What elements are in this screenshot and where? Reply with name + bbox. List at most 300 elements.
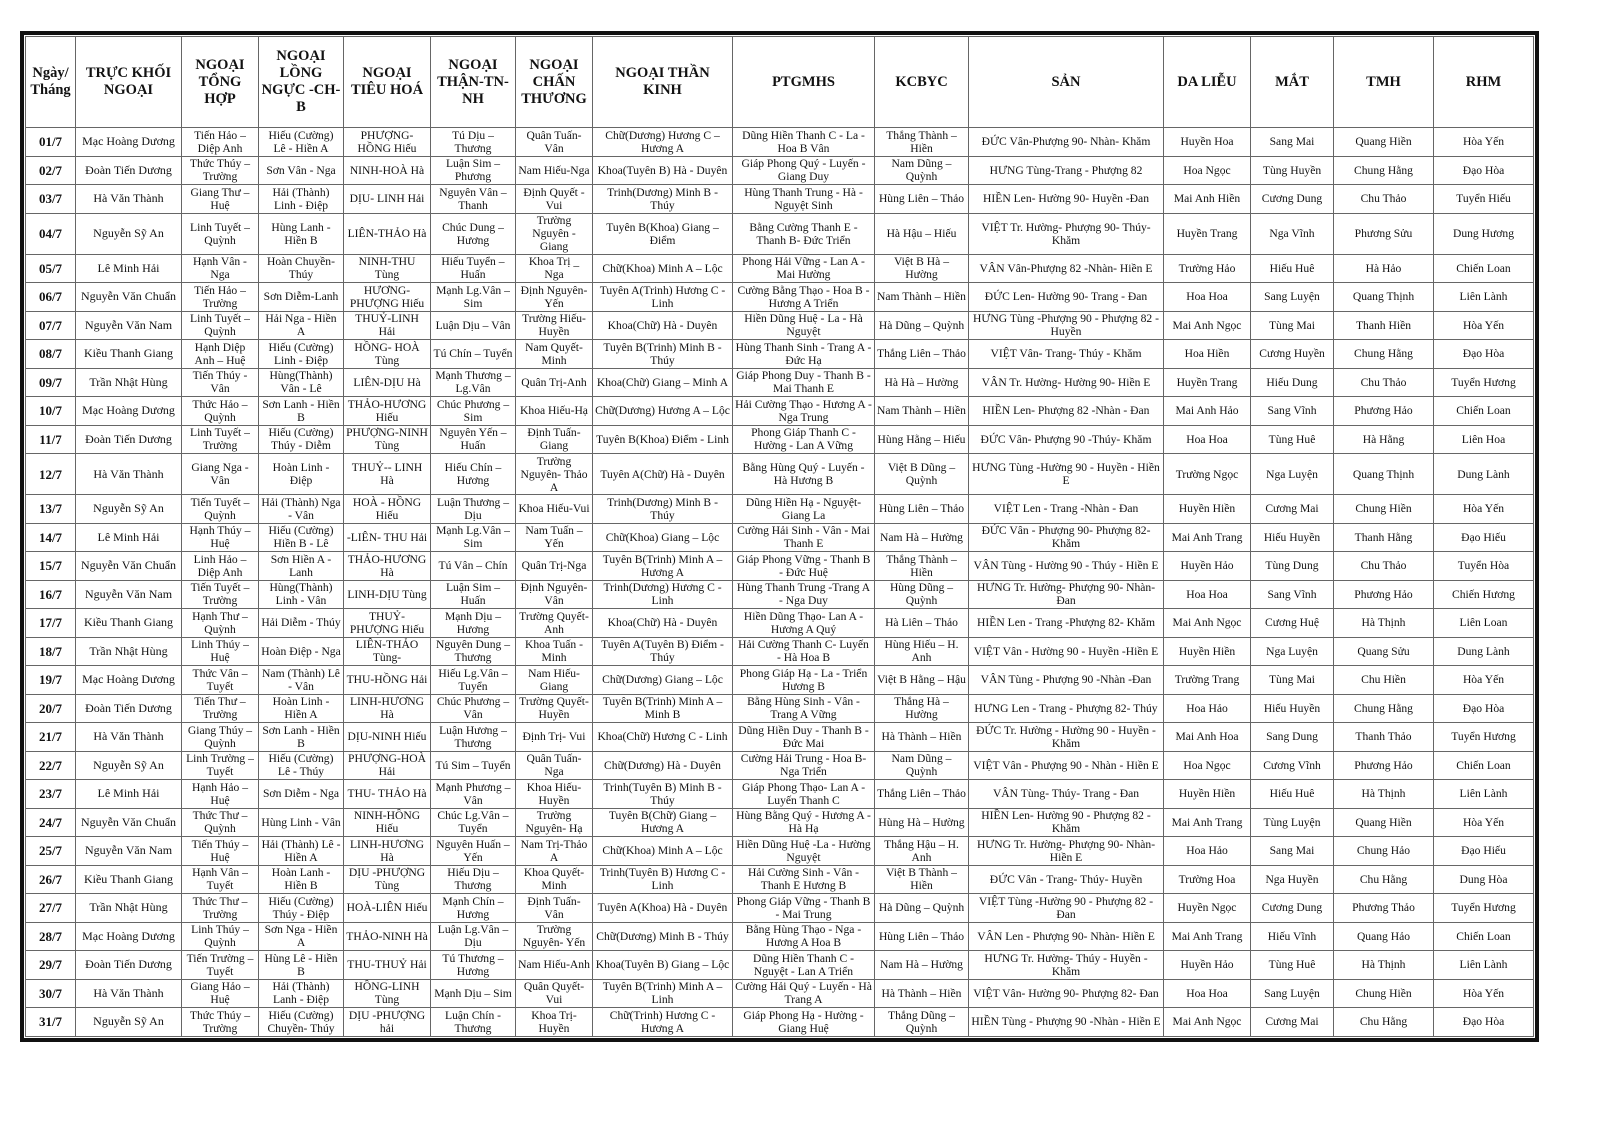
cell-ngoai-long-nguc: Hiếu (Cường) Lê - Hiền A xyxy=(259,128,344,157)
table-row xyxy=(26,694,1534,723)
cell-da-lieu: Hoa Hiền xyxy=(1164,340,1251,369)
cell-kcbyc: Nam Hà – Hường xyxy=(875,523,969,552)
cell-tmh: Chung Hằng xyxy=(1334,156,1434,185)
cell-tmh: Thanh Hiền xyxy=(1334,311,1434,340)
cell-ngoai-long-nguc: Hiếu (Cường) Thúy - Diễm xyxy=(259,425,344,454)
cell-mat: Tùng Huyền xyxy=(1251,156,1334,185)
cell-khoi-ngoai: Mạc Hoàng Dương xyxy=(76,397,182,426)
cell-san: VÂN Tr. Hường- Hường 90- Hiền E xyxy=(969,368,1164,397)
table-row xyxy=(26,254,1534,283)
cell-tmh: Chu Thảo xyxy=(1334,185,1434,214)
cell-ngoai-long-nguc: Hải (Thành) Lê - Hiền A xyxy=(259,837,344,866)
cell-khoi-ngoai: Nguyễn Văn Nam xyxy=(76,311,182,340)
cell-ngoai-tieu-hoa: -LIÊN- THU Hải xyxy=(344,523,431,552)
cell-san: VIỆT Vân- Trang- Thúy - Khăm xyxy=(969,340,1164,369)
cell-date: 13/7 xyxy=(26,495,76,524)
cell-tmh: Quang Hảo xyxy=(1334,922,1434,951)
cell-ptgmhs: Hải Cường Thanh C- Luyến - Hà Hoa B xyxy=(733,637,875,666)
cell-ptgmhs: Hùng Thanh Sinh - Trang A - Đức Hạ xyxy=(733,340,875,369)
cell-tmh: Phương Sửu xyxy=(1334,213,1434,254)
cell-rhm: Chiến Loan xyxy=(1434,397,1534,426)
cell-ngoai-tong-hop: Tiến Thúy – Huệ xyxy=(182,837,259,866)
cell-mat: Hiếu Huê xyxy=(1251,780,1334,809)
cell-kcbyc: Hà Liên – Thảo xyxy=(875,609,969,638)
cell-ngoai-long-nguc: Sơn Nga - Hiền A xyxy=(259,922,344,951)
cell-ngoai-tieu-hoa: NINH-HỒNG Hiếu xyxy=(344,808,431,837)
cell-san: HIỀN Len- Phượng 82 -Nhàn - Đan xyxy=(969,397,1164,426)
cell-khoi-ngoai: Trần Nhật Hùng xyxy=(76,368,182,397)
cell-khoi-ngoai: Trần Nhật Hùng xyxy=(76,637,182,666)
cell-kcbyc: Hà Hậu – Hiếu xyxy=(875,213,969,254)
cell-tmh: Hà Thịnh xyxy=(1334,951,1434,980)
table-row xyxy=(26,808,1534,837)
cell-ngoai-tieu-hoa: PHƯỢNG-HOÀ Hải xyxy=(344,751,431,780)
cell-ngoai-long-nguc: Hoàn Linh - Hiền A xyxy=(259,694,344,723)
cell-ngoai-long-nguc: Hùng Lanh - Hiền B xyxy=(259,213,344,254)
cell-khoi-ngoai: Trần Nhật Hùng xyxy=(76,894,182,923)
cell-ngoai-than: Tú Chín – Tuyển xyxy=(431,340,516,369)
cell-khoi-ngoai: Lê Minh Hải xyxy=(76,780,182,809)
cell-ngoai-than-kinh: Tuyên B(Trinh) Minh B - Thúy xyxy=(593,340,733,369)
cell-mat: Tùng Huê xyxy=(1251,425,1334,454)
table-row xyxy=(26,951,1534,980)
cell-tmh: Thanh Hằng xyxy=(1334,523,1434,552)
cell-mat: Sang Vĩnh xyxy=(1251,397,1334,426)
cell-ngoai-long-nguc: Hoàn Linh - Điệp xyxy=(259,454,344,495)
column-header-ptgmhs: PTGMHS xyxy=(733,37,875,128)
table-body xyxy=(26,128,1534,1037)
cell-mat: Sang Luyện xyxy=(1251,283,1334,312)
cell-date: 10/7 xyxy=(26,397,76,426)
cell-rhm: Tuyển Hương xyxy=(1434,368,1534,397)
cell-kcbyc: Hùng Dũng – Quỳnh xyxy=(875,580,969,609)
cell-ngoai-than-kinh: Chữ(Dương) Minh B - Thúy xyxy=(593,922,733,951)
cell-tmh: Chu Hiền xyxy=(1334,666,1434,695)
cell-kcbyc: Việt B Dũng – Quỳnh xyxy=(875,454,969,495)
cell-san: HƯNG Tùng-Trang - Phượng 82 xyxy=(969,156,1164,185)
cell-rhm: Dung Lành xyxy=(1434,637,1534,666)
cell-ngoai-tieu-hoa: NINH-HOÀ Hà xyxy=(344,156,431,185)
cell-khoi-ngoai: Hà Văn Thành xyxy=(76,979,182,1008)
cell-da-lieu: Huyền Hảo xyxy=(1164,951,1251,980)
cell-ngoai-than: Nguyên Dung – Thương xyxy=(431,637,516,666)
cell-ngoai-than-kinh: Tuyên A(Khoa) Hà - Duyên xyxy=(593,894,733,923)
cell-ngoai-than-kinh: Tuyên B(Khoa) Giang – Điểm xyxy=(593,213,733,254)
cell-da-lieu: Trường Trang xyxy=(1164,666,1251,695)
cell-kcbyc: Nam Dũng – Quỳnh xyxy=(875,751,969,780)
cell-mat: Sang Vĩnh xyxy=(1251,580,1334,609)
cell-da-lieu: Mai Anh Ngọc xyxy=(1164,311,1251,340)
cell-rhm: Chiến Hương xyxy=(1434,580,1534,609)
cell-khoi-ngoai: Đoàn Tiến Dương xyxy=(76,694,182,723)
cell-ptgmhs: Phong Giáp Hạ - La - Triển Hương B xyxy=(733,666,875,695)
cell-rhm: Dung Hòa xyxy=(1434,865,1534,894)
cell-ngoai-long-nguc: Sơn Diễm-Lanh xyxy=(259,283,344,312)
cell-ngoai-tong-hop: Hạnh Diệp Anh – Huệ xyxy=(182,340,259,369)
cell-san: HƯNG Len - Trang - Phượng 82- Thúy xyxy=(969,694,1164,723)
cell-mat: Cương Dung xyxy=(1251,894,1334,923)
cell-ngoai-tieu-hoa: THUỶ-- LINH Hà xyxy=(344,454,431,495)
cell-rhm: Tuyển Hòa xyxy=(1434,552,1534,581)
cell-ngoai-tong-hop: Thức Thúy – Trường xyxy=(182,1008,259,1037)
cell-ngoai-tong-hop: Tiến Thúy - Vân xyxy=(182,368,259,397)
cell-rhm: Chiến Loan xyxy=(1434,254,1534,283)
cell-da-lieu: Mai Anh Trang xyxy=(1164,922,1251,951)
column-header-ngoai-tong-hop: NGOẠI TỔNG HỢP xyxy=(182,37,259,128)
cell-date: 16/7 xyxy=(26,580,76,609)
cell-date: 23/7 xyxy=(26,780,76,809)
cell-rhm: Đạo Hiếu xyxy=(1434,523,1534,552)
cell-ngoai-tong-hop: Thức Vân – Tuyết xyxy=(182,666,259,695)
cell-date: 31/7 xyxy=(26,1008,76,1037)
cell-date: 05/7 xyxy=(26,254,76,283)
cell-khoi-ngoai: Hà Văn Thành xyxy=(76,454,182,495)
cell-ngoai-long-nguc: Hải (Thành) Nga - Vân xyxy=(259,495,344,524)
cell-ptgmhs: Dũng Hiền Thanh C - La - Hoa B Vân xyxy=(733,128,875,157)
cell-da-lieu: Hoa Ngọc xyxy=(1164,751,1251,780)
cell-rhm: Đạo Hòa xyxy=(1434,340,1534,369)
cell-date: 07/7 xyxy=(26,311,76,340)
cell-ngoai-long-nguc: Hải (Thành) Lanh - Điệp xyxy=(259,979,344,1008)
cell-mat: Tùng Luyện xyxy=(1251,808,1334,837)
cell-san: VIỆT Vân- Hường 90- Phượng 82- Đan xyxy=(969,979,1164,1008)
cell-ngoai-long-nguc: Hiếu (Cường) Lê - Thúy xyxy=(259,751,344,780)
cell-ngoai-than-kinh: Khoa(Chữ) Hà - Duyên xyxy=(593,311,733,340)
table-row xyxy=(26,666,1534,695)
cell-san: VIỆT Vân - Phượng 90 - Nhàn - Hiền E xyxy=(969,751,1164,780)
cell-ptgmhs: Bằng Hùng Sinh - Vân - Trang A Vững xyxy=(733,694,875,723)
cell-san: VÂN Len - Phượng 90- Nhàn- Hiền E xyxy=(969,922,1164,951)
cell-ngoai-than: Nguyên Yến – Huấn xyxy=(431,425,516,454)
cell-ngoai-tieu-hoa: LIÊN-THẢO Tùng- xyxy=(344,637,431,666)
cell-ngoai-chan-thuong: Quân Trị-Anh xyxy=(516,368,593,397)
cell-rhm: Tuyển Hiếu xyxy=(1434,185,1534,214)
cell-khoi-ngoai: Lê Minh Hải xyxy=(76,254,182,283)
cell-ptgmhs: Bằng Cường Thanh E - Thanh B- Đức Triển xyxy=(733,213,875,254)
cell-ptgmhs: Dũng Hiền Thanh C - Nguyệt - Lan A Triển xyxy=(733,951,875,980)
cell-tmh: Chung Hảo xyxy=(1334,837,1434,866)
cell-ptgmhs: Hùng Bằng Quý - Hương A - Hà Hạ xyxy=(733,808,875,837)
cell-khoi-ngoai: Mạc Hoàng Dương xyxy=(76,128,182,157)
cell-ngoai-chan-thuong: Định Nguyên-Vân xyxy=(516,580,593,609)
cell-ngoai-tieu-hoa: THU-HỒNG Hải xyxy=(344,666,431,695)
cell-san: HIỀN Len- Hường 90- Huyền -Đan xyxy=(969,185,1164,214)
cell-date: 09/7 xyxy=(26,368,76,397)
cell-ngoai-than-kinh: Chữ(Dương) Hà - Duyên xyxy=(593,751,733,780)
cell-khoi-ngoai: Nguyễn Sỹ An xyxy=(76,1008,182,1037)
cell-ngoai-than: Luận Chín - Thương xyxy=(431,1008,516,1037)
cell-mat: Sang Luyện xyxy=(1251,979,1334,1008)
cell-date: 30/7 xyxy=(26,979,76,1008)
cell-ngoai-chan-thuong: Định Quyết - Vui xyxy=(516,185,593,214)
cell-kcbyc: Thắng Hà – Hường xyxy=(875,694,969,723)
cell-kcbyc: Hùng Hà – Hường xyxy=(875,808,969,837)
cell-ngoai-tong-hop: Thức Hảo – Quỳnh xyxy=(182,397,259,426)
cell-kcbyc: Thắng Dũng – Quỳnh xyxy=(875,1008,969,1037)
table-row xyxy=(26,580,1534,609)
cell-mat: Nga Luyện xyxy=(1251,454,1334,495)
cell-ngoai-tong-hop: Tiến Trường – Tuyết xyxy=(182,951,259,980)
cell-ngoai-than: Luận Hương – Thương xyxy=(431,723,516,752)
cell-ngoai-than-kinh: Chữ(Khoa) Minh A – Lộc xyxy=(593,254,733,283)
cell-ngoai-tong-hop: Hạnh Hảo – Huệ xyxy=(182,780,259,809)
cell-tmh: Chung Hiền xyxy=(1334,979,1434,1008)
cell-ngoai-tieu-hoa: HOÀ-LIÊN Hiếu xyxy=(344,894,431,923)
cell-san: ĐỨC Len- Hường 90- Trang - Đan xyxy=(969,283,1164,312)
table-row xyxy=(26,637,1534,666)
cell-tmh: Quang Thịnh xyxy=(1334,283,1434,312)
cell-da-lieu: Huyền Hoa xyxy=(1164,128,1251,157)
cell-ngoai-than: Chúc Lg.Vân – Tuyển xyxy=(431,808,516,837)
cell-ngoai-chan-thuong: Khoa Quyết-Minh xyxy=(516,865,593,894)
cell-ngoai-long-nguc: Hải Nga - Hiền A xyxy=(259,311,344,340)
cell-khoi-ngoai: Nguyễn Văn Chuẩn xyxy=(76,808,182,837)
cell-tmh: Hà Thịnh xyxy=(1334,609,1434,638)
cell-da-lieu: Mai Anh Ngọc xyxy=(1164,609,1251,638)
cell-da-lieu: Hoa Hoa xyxy=(1164,425,1251,454)
cell-ptgmhs: Phong Giáp Thanh C - Hường - Lan A Vững xyxy=(733,425,875,454)
cell-ngoai-than-kinh: Khoa(Tuyên B) Hà - Duyên xyxy=(593,156,733,185)
cell-ngoai-chan-thuong: Nam Tuấn – Yến xyxy=(516,523,593,552)
cell-san: HƯNG Tùng -Phượng 90 - Phượng 82 - Huyền xyxy=(969,311,1164,340)
cell-ptgmhs: Hùng Thanh Trung -Trang A - Nga Duy xyxy=(733,580,875,609)
cell-ngoai-tong-hop: Hạnh Thư – Quỳnh xyxy=(182,609,259,638)
column-header-kcbyc: KCBYC xyxy=(875,37,969,128)
cell-tmh: Quang Sửu xyxy=(1334,637,1434,666)
column-header-ngoai-than: NGOẠI THẬN-TN-NH xyxy=(431,37,516,128)
cell-ngoai-tong-hop: Linh Tuyết – Quỳnh xyxy=(182,311,259,340)
cell-date: 18/7 xyxy=(26,637,76,666)
cell-ngoai-chan-thuong: Trường Nguyên- Yến xyxy=(516,922,593,951)
cell-ngoai-than: Mạnh Thương – Lg.Vân xyxy=(431,368,516,397)
cell-ngoai-long-nguc: Sơn Diễm - Nga xyxy=(259,780,344,809)
table-row xyxy=(26,837,1534,866)
cell-kcbyc: Hùng Liên – Thảo xyxy=(875,495,969,524)
cell-ngoai-tieu-hoa: PHƯỢNG-NINH Tùng xyxy=(344,425,431,454)
cell-ptgmhs: Giáp Phong Vững - Thanh B - Đức Huệ xyxy=(733,552,875,581)
cell-mat: Cương Mai xyxy=(1251,495,1334,524)
table-row xyxy=(26,368,1534,397)
cell-rhm: Liên Loan xyxy=(1434,609,1534,638)
cell-tmh: Chu Hằng xyxy=(1334,865,1434,894)
cell-san: ĐỨC Vân - Trang- Thúy- Huyền xyxy=(969,865,1164,894)
cell-ngoai-than-kinh: Trinh(Dương) Hương C - Linh xyxy=(593,580,733,609)
cell-ptgmhs: Giáp Phong Thạo- Lan A - Luyến Thanh C xyxy=(733,780,875,809)
cell-tmh: Chu Thảo xyxy=(1334,552,1434,581)
cell-rhm: Liên Lành xyxy=(1434,951,1534,980)
cell-ngoai-than-kinh: Khoa(Chữ) Giang – Minh A xyxy=(593,368,733,397)
cell-khoi-ngoai: Nguyễn Sỹ An xyxy=(76,495,182,524)
cell-date: 17/7 xyxy=(26,609,76,638)
cell-rhm: Dung Lành xyxy=(1434,454,1534,495)
cell-khoi-ngoai: Nguyễn Văn Nam xyxy=(76,580,182,609)
cell-ngoai-than: Mạnh Lg.Vân – Sim xyxy=(431,523,516,552)
cell-ngoai-chan-thuong: Định Tuấn-Vân xyxy=(516,894,593,923)
cell-ngoai-chan-thuong: Trường Quyết- Huyền xyxy=(516,694,593,723)
cell-da-lieu: Hoa Hảo xyxy=(1164,694,1251,723)
duty-roster-table xyxy=(25,36,1534,1037)
cell-ngoai-long-nguc: Hải (Thành) Linh - Điệp xyxy=(259,185,344,214)
table-row xyxy=(26,185,1534,214)
cell-kcbyc: Việt B Hằng – Hậu xyxy=(875,666,969,695)
cell-ngoai-tieu-hoa: THẢO-HƯƠNG Hà xyxy=(344,552,431,581)
header-row xyxy=(26,37,1534,128)
cell-kcbyc: Việt B Hà – Hường xyxy=(875,254,969,283)
cell-ptgmhs: Giáp Phong Quý - Luyến - Giang Duy xyxy=(733,156,875,185)
cell-san: HƯNG Tr. Hường- Phượng 90- Nhàn- Hiền E xyxy=(969,837,1164,866)
cell-ngoai-than: Nguyên Huấn – Yến xyxy=(431,837,516,866)
cell-ptgmhs: Bằng Hùng Quý - Luyến - Hà Hương B xyxy=(733,454,875,495)
cell-ngoai-tong-hop: Thức Thư – Quỳnh xyxy=(182,808,259,837)
cell-mat: Sang Dung xyxy=(1251,723,1334,752)
cell-date: 03/7 xyxy=(26,185,76,214)
cell-ngoai-chan-thuong: Khoa Hiếu-Huyền xyxy=(516,780,593,809)
table-row xyxy=(26,523,1534,552)
cell-ptgmhs: Phong Giáp Vững - Thanh B - Mai Trung xyxy=(733,894,875,923)
cell-ptgmhs: Bằng Hùng Thạo - Nga - Hương A Hoa B xyxy=(733,922,875,951)
cell-kcbyc: Thắng Hậu – H. Anh xyxy=(875,837,969,866)
cell-ngoai-long-nguc: Nam (Thành) Lê - Vân xyxy=(259,666,344,695)
cell-rhm: Chiến Loan xyxy=(1434,922,1534,951)
cell-ngoai-than: Mạnh Dịu – Sim xyxy=(431,979,516,1008)
cell-da-lieu: Huyền Hiền xyxy=(1164,495,1251,524)
cell-mat: Cương Dung xyxy=(1251,185,1334,214)
cell-ngoai-than-kinh: Khoa(Chữ) Hương C - Linh xyxy=(593,723,733,752)
cell-kcbyc: Hà Hà – Hường xyxy=(875,368,969,397)
cell-rhm: Đạo Hiếu xyxy=(1434,837,1534,866)
cell-kcbyc: Hùng Liên – Thảo xyxy=(875,185,969,214)
cell-kcbyc: Hùng Hằng – Hiếu xyxy=(875,425,969,454)
cell-da-lieu: Hoa Hoa xyxy=(1164,580,1251,609)
cell-ngoai-tieu-hoa: DỊU- LINH Hải xyxy=(344,185,431,214)
cell-ngoai-than: Mạnh Lg.Vân – Sim xyxy=(431,283,516,312)
cell-ptgmhs: Hiền Dũng Huệ - La - Hà Nguyệt xyxy=(733,311,875,340)
cell-mat: Tùng Huê xyxy=(1251,951,1334,980)
column-header-ngoai-long-nguc: NGOẠI LỒNG NGỰC -CH-B xyxy=(259,37,344,128)
cell-ngoai-long-nguc: Hoàn Điệp - Nga xyxy=(259,637,344,666)
cell-ngoai-than: Tú Sim – Tuyển xyxy=(431,751,516,780)
cell-kcbyc: Hà Dũng – Quỳnh xyxy=(875,894,969,923)
cell-rhm: Hòa Yến xyxy=(1434,979,1534,1008)
cell-ngoai-long-nguc: Hùng Linh - Vân xyxy=(259,808,344,837)
cell-ngoai-chan-thuong: Định Tuấn-Giang xyxy=(516,425,593,454)
cell-tmh: Chu Hằng xyxy=(1334,1008,1434,1037)
cell-san: HIỀN Tùng - Phượng 90 -Nhàn - Hiền E xyxy=(969,1008,1164,1037)
column-header-rhm: RHM xyxy=(1434,37,1534,128)
cell-ngoai-tong-hop: Linh Thúy – Huệ xyxy=(182,637,259,666)
cell-ngoai-than-kinh: Chữ(Khoa) Minh A – Lộc xyxy=(593,837,733,866)
cell-ngoai-chan-thuong: Khoa Tuấn - Minh xyxy=(516,637,593,666)
cell-tmh: Phương Hảo xyxy=(1334,580,1434,609)
cell-khoi-ngoai: Nguyễn Văn Chuẩn xyxy=(76,283,182,312)
cell-ngoai-than: Chúc Dung – Hương xyxy=(431,213,516,254)
cell-tmh: Hà Hằng xyxy=(1334,425,1434,454)
table-row xyxy=(26,128,1534,157)
cell-date: 15/7 xyxy=(26,552,76,581)
cell-ngoai-than: Luận Dịu – Vân xyxy=(431,311,516,340)
cell-ngoai-tong-hop: Linh Hảo – Diệp Anh xyxy=(182,552,259,581)
cell-ptgmhs: Hải Cường Thạo - Hương A - Nga Trung xyxy=(733,397,875,426)
cell-ngoai-than-kinh: Trinh(Tuyên B) Hương C - Linh xyxy=(593,865,733,894)
cell-ngoai-long-nguc: Sơn Lanh - Hiền B xyxy=(259,397,344,426)
cell-tmh: Phương Hảo xyxy=(1334,397,1434,426)
cell-ptgmhs: Hùng Thanh Trung - Hà - Nguyệt Sinh xyxy=(733,185,875,214)
cell-ngoai-tieu-hoa: LINH-DỊU Tùng xyxy=(344,580,431,609)
cell-ngoai-chan-thuong: Nam Hiếu-Giang xyxy=(516,666,593,695)
column-header-da-lieu: DA LIỄU xyxy=(1164,37,1251,128)
cell-kcbyc: Hà Dũng – Quỳnh xyxy=(875,311,969,340)
cell-ngoai-chan-thuong: Quân Tuấn-Vân xyxy=(516,128,593,157)
cell-ngoai-chan-thuong: Nam Quyết-Minh xyxy=(516,340,593,369)
cell-ngoai-tieu-hoa: DỊU -PHƯỢNG hải xyxy=(344,1008,431,1037)
cell-ngoai-than-kinh: Trinh(Dương) Minh B - Thúy xyxy=(593,185,733,214)
cell-rhm: Hòa Yến xyxy=(1434,666,1534,695)
cell-ngoai-long-nguc: Hải Diễm - Thúy xyxy=(259,609,344,638)
cell-mat: Tùng Dung xyxy=(1251,552,1334,581)
cell-mat: Cương Vĩnh xyxy=(1251,751,1334,780)
cell-ngoai-chan-thuong: Trường Nguyên - Giang xyxy=(516,213,593,254)
table-row xyxy=(26,311,1534,340)
cell-ngoai-tong-hop: Giang Hảo – Huệ xyxy=(182,979,259,1008)
cell-ngoai-tieu-hoa: HƯƠNG-PHƯỢNG Hiếu xyxy=(344,283,431,312)
cell-ngoai-tieu-hoa: THẢO-HƯƠNG Hiếu xyxy=(344,397,431,426)
cell-mat: Hiếu Dung xyxy=(1251,368,1334,397)
cell-da-lieu: Mai Anh Ngọc xyxy=(1164,1008,1251,1037)
cell-ngoai-than-kinh: Chữ(Dương) Hương C – Hương A xyxy=(593,128,733,157)
cell-rhm: Liên Lành xyxy=(1434,283,1534,312)
cell-san: ĐỨC Tr. Hường - Hường 90 - Huyền - Khăm xyxy=(969,723,1164,752)
cell-kcbyc: Thắng Thành – Hiền xyxy=(875,128,969,157)
cell-khoi-ngoai: Đoàn Tiến Dương xyxy=(76,425,182,454)
cell-ngoai-long-nguc: Hiếu (Cường) Thúy - Điệp xyxy=(259,894,344,923)
cell-ptgmhs: Dũng Hiền Duy - Thanh B - Đức Mai xyxy=(733,723,875,752)
cell-date: 25/7 xyxy=(26,837,76,866)
column-header-khoi-ngoai: TRỰC KHỐI NGOẠI xyxy=(76,37,182,128)
cell-ngoai-tong-hop: Hạnh Vân - Nga xyxy=(182,254,259,283)
cell-kcbyc: Thắng Liên – Thảo xyxy=(875,780,969,809)
table-row xyxy=(26,1008,1534,1037)
cell-mat: Tùng Mai xyxy=(1251,311,1334,340)
cell-ngoai-long-nguc: Hiếu (Cường) Linh - Điệp xyxy=(259,340,344,369)
cell-date: 29/7 xyxy=(26,951,76,980)
cell-mat: Nga Vĩnh xyxy=(1251,213,1334,254)
cell-ngoai-tieu-hoa: LINH-HƯƠNG Hà xyxy=(344,694,431,723)
cell-ngoai-tieu-hoa: HỒNG-LINH Tùng xyxy=(344,979,431,1008)
cell-ngoai-tong-hop: Tiến Tuyết – Quỳnh xyxy=(182,495,259,524)
column-header-mat: MẮT xyxy=(1251,37,1334,128)
cell-ptgmhs: Cường Hải Sinh - Vân - Mai Thanh E xyxy=(733,523,875,552)
cell-da-lieu: Huyền Trang xyxy=(1164,213,1251,254)
table-row xyxy=(26,609,1534,638)
column-header-san: SẢN xyxy=(969,37,1164,128)
cell-kcbyc: Hùng Hiếu – H. Anh xyxy=(875,637,969,666)
cell-da-lieu: Huyền Hiền xyxy=(1164,637,1251,666)
cell-ngoai-chan-thuong: Trường Nguyên- Hạ xyxy=(516,808,593,837)
cell-ngoai-tong-hop: Tiến Thư – Trường xyxy=(182,694,259,723)
cell-da-lieu: Hoa Hoa xyxy=(1164,283,1251,312)
column-header-tmh: TMH xyxy=(1334,37,1434,128)
cell-ngoai-than-kinh: Chữ(Khoa) Giang – Lộc xyxy=(593,523,733,552)
cell-khoi-ngoai: Hà Văn Thành xyxy=(76,185,182,214)
table-row xyxy=(26,979,1534,1008)
cell-date: 19/7 xyxy=(26,666,76,695)
cell-ngoai-than-kinh: Tuyên B(Trinh) Minh A – Hương A xyxy=(593,552,733,581)
cell-ngoai-tieu-hoa: DỊU -PHƯỢNG Tùng xyxy=(344,865,431,894)
cell-san: VÂN Tùng - Phượng 90 -Nhàn -Đan xyxy=(969,666,1164,695)
cell-rhm: Hòa Yến xyxy=(1434,311,1534,340)
table-row xyxy=(26,156,1534,185)
cell-mat: Nga Luyện xyxy=(1251,637,1334,666)
